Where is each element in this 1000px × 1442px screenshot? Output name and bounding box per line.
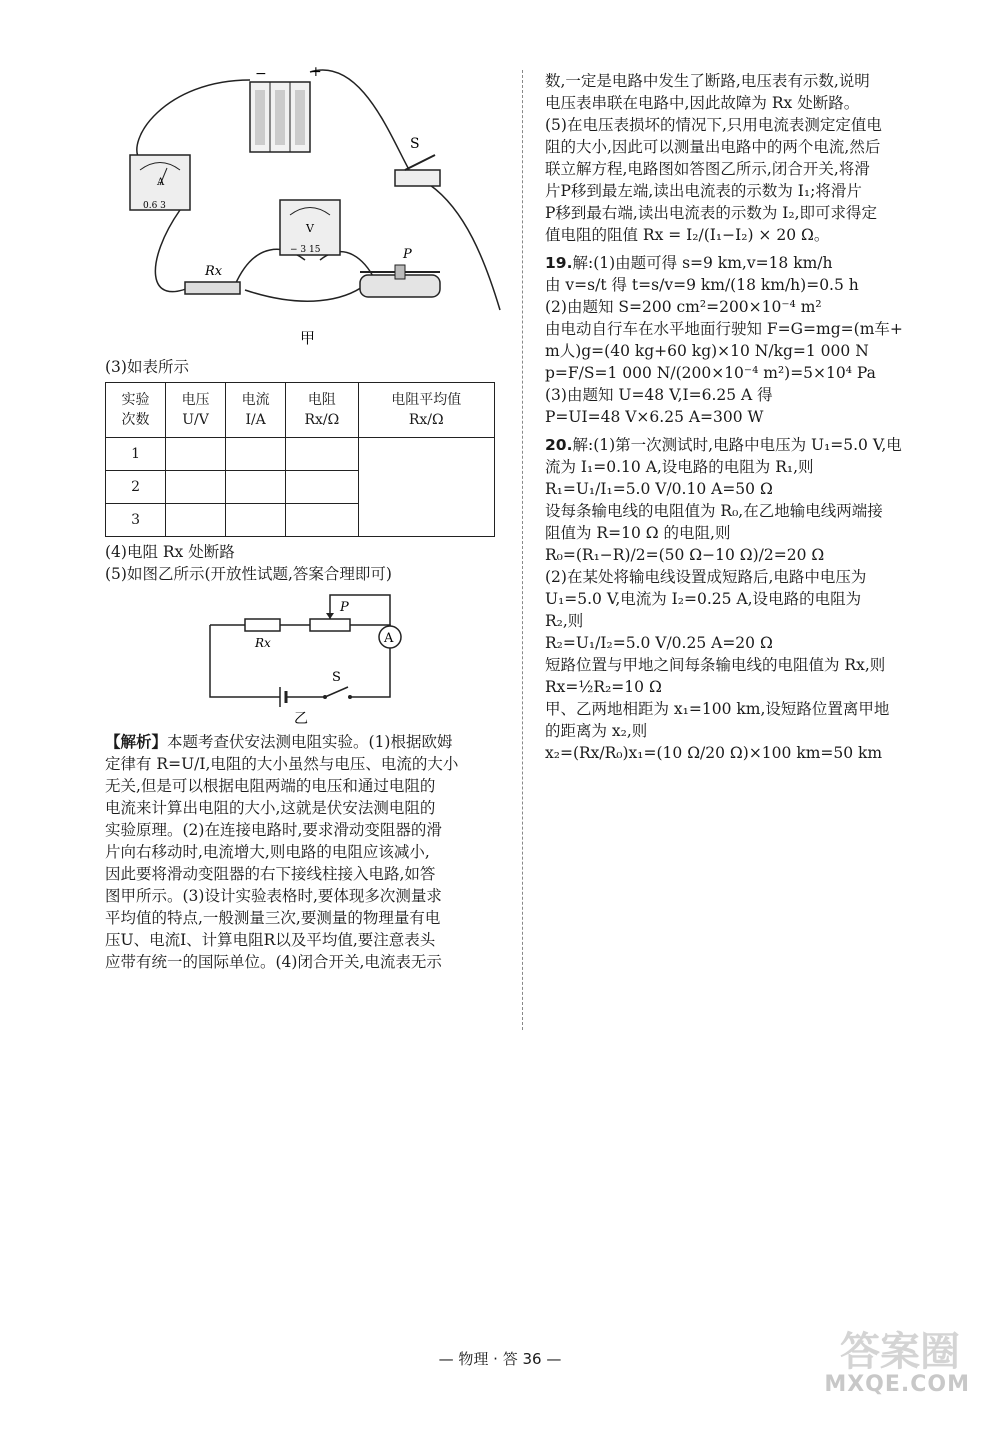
rx-label: Rx (205, 264, 223, 279)
experiment-table (105, 382, 495, 537)
analysis-line: 因此要将滑动变阻器的右下接线柱接入电路,如答 (105, 865, 436, 883)
q19-line: (2)由题知 S=200 cm²=200×10⁻⁴ m² (545, 298, 822, 316)
q19-line: p=F/S=1 000 N/(200×10⁻⁴ m²)=5×10⁴ Pa (545, 364, 876, 382)
q20-line: (2)在某处将输电线设置成短路后,电路中电压为 (545, 568, 867, 586)
q20-line: 阻值为 R=10 Ω 的电阻,则 (545, 524, 731, 542)
table-cell (166, 504, 226, 537)
analysis-line: 图甲所示。(3)设计实验表格时,要体现多次测量求 (105, 887, 442, 905)
analysis-line: 电流来计算出电阻的大小,这就是伏安法测电阻的 (105, 799, 436, 817)
q20-line: 短路位置与甲地之间每条输电线的电阻值为 Rx,则 (545, 656, 886, 674)
battery-icon (250, 64, 322, 152)
yi-switch-label: S (332, 670, 341, 685)
q20-line: 甲、乙两地相距为 x₁=100 km,设短路位置离甲地 (545, 700, 890, 718)
continuation-line: P移到最右端,读出电流表的示数为 I₂,即可求得定 (545, 204, 878, 222)
continuation-line: 值电阻的阻值 Rx = I₂/(I₁−I₂) × 20 Ω。 (545, 226, 830, 244)
q20-line: R₀=(R₁−R)/2=(50 Ω−10 Ω)/2=20 Ω (545, 546, 825, 564)
table-header: 电压 U/V (166, 383, 226, 438)
table-cell: 2 (106, 471, 166, 504)
continuation-line: 片P移到最左端,读出电流表的示数为 I₁;将滑片 (545, 182, 862, 200)
table-cell (286, 471, 358, 504)
table-cell (226, 504, 286, 537)
continuation-line: 联立解方程,电路图如答图乙所示,闭合开关,将滑 (545, 160, 870, 178)
q19-line: (3)由题知 U=48 V,I=6.25 A 得 (545, 386, 773, 404)
table-header: 实验 次数 (106, 383, 166, 438)
yi-ammeter-label: A (384, 631, 394, 646)
q20-line: 流为 I₁=0.10 A,设电路的电阻为 R₁,则 (545, 458, 814, 476)
q20-line: x₂=(Rx/R₀)x₁=(10 Ω/20 Ω)×100 km=50 km (545, 744, 883, 762)
q20-line: Rx=½R₂=10 Ω (545, 678, 662, 696)
switch-symbol-icon (323, 670, 352, 699)
q19-number: 19. (545, 254, 573, 272)
analysis-line: 无关,但是可以根据电阻两端的电压和通过电阻的 (105, 777, 436, 795)
voltmeter-scale: − 3 15 (290, 245, 321, 255)
q20-line: U₁=5.0 V,电流为 I₂=0.25 A,设电路的电阻为 (545, 590, 862, 608)
analysis-line: 定律有 R=U/I,电阻的大小虽然与电压、电流的大小 (105, 755, 459, 773)
battery-minus-label: − (255, 66, 267, 82)
voltmeter-dial-symbol: V (306, 222, 314, 235)
table-row (106, 438, 495, 471)
item-3: (3)如表所示 (105, 358, 189, 376)
table-cell (358, 438, 495, 537)
analysis-line: 实验原理。(2)在连接电路时,要求滑动变阻器的滑 (105, 821, 442, 839)
table-cell (286, 504, 358, 537)
yi-rx-label: Rx (255, 636, 271, 650)
q19-line: 由电动自行车在水平地面行驶知 F=G=mg=(m车+ (545, 320, 903, 338)
analysis-line: 压U、电流I、计算电阻R以及平均值,要注意表头 (105, 931, 436, 949)
watermark-logo: 答案圈 (840, 1329, 960, 1375)
left-column (105, 60, 520, 973)
analysis-tag: 【解析】 (105, 732, 168, 751)
q19-line: m人)g=(40 kg+60 kg)×10 N/kg=1 000 N (545, 342, 869, 360)
table-cell (226, 438, 286, 471)
table-header: 电阻 Rx/Ω (286, 383, 358, 438)
resistor-rx-icon (185, 264, 240, 294)
ammeter-icon (130, 155, 190, 211)
rheostat-icon (360, 247, 440, 297)
yi-p-label: P (340, 600, 349, 615)
ammeter-symbol-icon (379, 626, 401, 648)
figure-jia-circuit (105, 60, 515, 350)
figure-yi-caption: 乙 (294, 711, 308, 725)
ammeter-scale: 0.6 3 (143, 201, 166, 211)
q19-line: 由 v=s/t 得 t=s/v=9 km/(18 km/h)=0.5 h (545, 276, 859, 294)
ammeter-dial-symbol: A (157, 177, 165, 188)
analysis-line: 片向右移动时,电流增大,则电路的电阻应该减小, (105, 843, 430, 861)
q20-line: R₁=U₁/I₁=5.0 V/0.10 A=50 Ω (545, 480, 773, 498)
q20-line: R₂=U₁/I₂=5.0 V/0.25 A=20 Ω (545, 634, 773, 652)
switch-label: S (410, 136, 420, 152)
analysis-line: 平均值的特点,一般测量三次,要测量的物理量有电 (105, 909, 441, 927)
table-header: 电流 I/A (226, 383, 286, 438)
table-header-row (106, 383, 495, 438)
analysis-line: 【解析】本题考查伏安法测电阻实验。(1)根据欧姆 (105, 732, 453, 751)
q20-line: 设每条输电线的电阻值为 R₀,在乙地输电线两端接 (545, 502, 883, 520)
q20-number: 20. (545, 436, 573, 454)
continuation-line: (5)在电压表损坏的情况下,只用电流表测定定值电 (545, 116, 882, 134)
q20-line: 20.解:(1)第一次测试时,电路中电压为 U₁=5.0 V,电 (545, 436, 902, 454)
table-cell (166, 471, 226, 504)
figure-yi-schematic (200, 585, 500, 725)
right-column (545, 70, 970, 764)
figure-jia-caption: 甲 (300, 329, 316, 347)
battery-symbol-icon (280, 687, 286, 707)
table-cell: 3 (106, 504, 166, 537)
voltmeter-icon (280, 200, 340, 255)
table-cell (286, 438, 358, 471)
slider-label: P (403, 247, 412, 262)
item-5: (5)如图乙所示(开放性试题,答案合理即可) (105, 565, 392, 583)
table-cell: 1 (106, 438, 166, 471)
table-cell (226, 471, 286, 504)
q19-line: 19.解:(1)由题可得 s=9 km,v=18 km/h (545, 254, 833, 272)
page-footer: — 物理 · 答 36 — (438, 1350, 562, 1368)
item-4: (4)电阻 Rx 处断路 (105, 543, 235, 561)
table-cell (166, 438, 226, 471)
table-header: 电阻平均值 Rx/Ω (358, 383, 495, 438)
switch-icon (395, 136, 440, 186)
column-divider (522, 70, 523, 1030)
q19-line: P=UI=48 V×6.25 A=300 W (545, 408, 764, 426)
q20-line: R₂,则 (545, 612, 584, 630)
continuation-line: 数,一定是电路中发生了断路,电压表有示数,说明 (545, 72, 870, 90)
q20-line: 的距离为 x₂,则 (545, 722, 648, 740)
continuation-line: 阻的大小,因此可以测量出电路中的两个电流,然后 (545, 138, 881, 156)
continuation-line: 电压表串联在电路中,因此故障为 Rx 处断路。 (545, 94, 860, 112)
battery-plus-label: + (310, 64, 322, 80)
watermark-url: MXQE.COM (824, 1372, 970, 1397)
analysis-line: 应带有统一的国际单位。(4)闭合开关,电流表无示 (105, 953, 442, 971)
